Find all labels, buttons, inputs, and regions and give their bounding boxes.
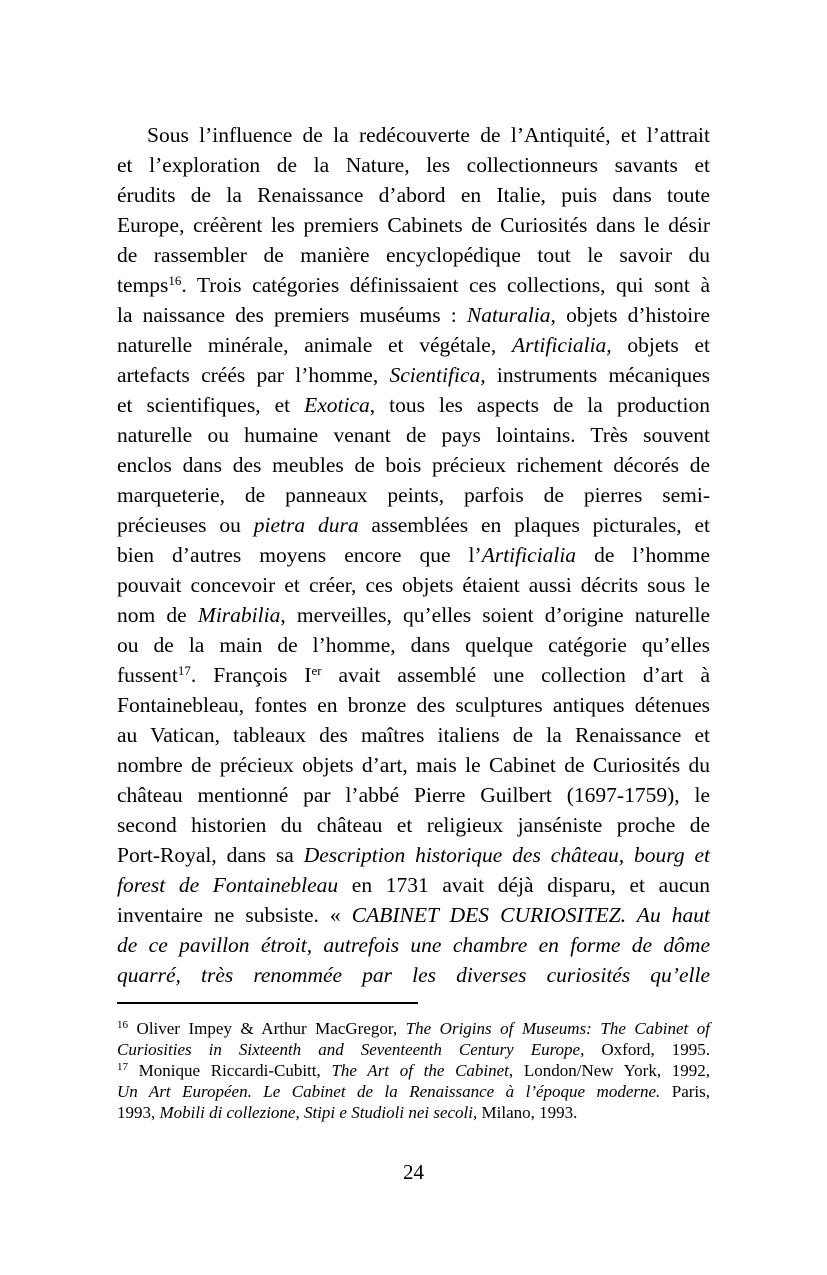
paragraph-line: la naissance des premiers muséums : Naturalia, objets d’histoire <box>117 303 710 327</box>
paragraph-line: ou de la main de l’homme, dans quelque catégorie qu’elles <box>117 633 710 657</box>
paragraph-line: fussent$^{17}$. François Ier avait assemblé une collection d’art à <box>117 663 710 687</box>
footnote-line: Un Art Européen. Le Cabinet de la Renaissance à l’époque moderne. Paris, <box>117 1082 711 1101</box>
italic-text: de ce pavillon étroit, autrefois une chambre en forme de dôme <box>117 933 710 957</box>
footnote-marker: 17 <box>177 663 191 678</box>
paragraph-line: Port-Royal, dans sa Description historique des château, bourg et <box>117 843 710 867</box>
italic-text: Scientifica, <box>389 363 486 387</box>
paragraph-line: naturelle minérale, animale et végétale, Artificialia, objets et <box>117 333 710 357</box>
italic-text: The Art of the Cabinet, <box>331 1061 514 1080</box>
paragraph-line: et l’exploration de la Nature, les collectionneurs savants et <box>117 153 710 177</box>
italic-text: quarré, très renommée par les diverses curiosités qu’elle <box>117 963 710 987</box>
italic-text: Exotica <box>304 393 370 417</box>
footnote-marker: 17 <box>117 1061 128 1073</box>
footnote-marker: 16 <box>168 273 182 288</box>
italic-text: Mobili di collezione, Stipi e Studioli nei secoli, <box>159 1103 478 1122</box>
paragraph-line: Fontainebleau, fontes en bronze des sculptures antiques détenues <box>117 693 710 717</box>
footnote-line: 1993, Mobili di collezione, Stipi e Studioli nei secoli, Milano, 1993. <box>117 1103 578 1122</box>
paragraph-line: second historien du château et religieux janséniste proche de <box>117 813 710 837</box>
italic-text: Mirabilia <box>197 603 281 627</box>
paragraph-line: et scientifiques, et Exotica, tous les aspects de la production <box>117 393 710 417</box>
footnote-separator <box>117 1002 418 1004</box>
italic-text: Artificialia, <box>511 333 612 357</box>
paragraph-line <box>117 960 710 990</box>
footnotes <box>117 1018 710 1123</box>
paragraph-line: château mentionné par l’abbé Pierre Guilbert (1697-1759), le <box>117 783 710 807</box>
main-paragraph <box>117 120 710 990</box>
italic-text: Description historique des château, bourg et <box>303 843 710 867</box>
italic-text: Un Art Européen. Le Cabinet de la Renaissance à l’époque moderne. <box>117 1082 661 1101</box>
footnote-marker: 16 <box>117 1019 128 1031</box>
paragraph-line: bien d’autres moyens encore que l’Artificialia de l’homme <box>117 543 710 567</box>
footnote-line: $^{16}$ Oliver Impey & Arthur MacGregor, The Origins of Museums: The Cabinet of <box>117 1019 710 1038</box>
footnote-marker: er <box>311 663 322 678</box>
paragraph-line: artefacts créés par l’homme, Scientifica, instruments mécaniques <box>117 363 710 387</box>
paragraph-line: érudits de la Renaissance d’abord en Italie, puis dans toute <box>117 183 710 207</box>
paragraph-line: inventaire ne subsiste. « CABINET DES CURIOSITEZ. Au haut <box>117 903 710 927</box>
paragraph-line: marqueterie, de panneaux peints, parfois de pierres semi- <box>117 483 710 507</box>
italic-text: Curiosities in Sixteenth and Seventeenth Century Europe, <box>117 1040 585 1059</box>
paragraph-line: Sous l’influence de la redécouverte de l’Antiquité, et l’attrait <box>147 123 710 147</box>
paragraph-line: forest de Fontainebleau en 1731 avait déjà disparu, et aucun <box>117 873 711 897</box>
italic-text: pietra dura <box>253 513 359 537</box>
paragraph-line: temps$^{16}$. Trois catégories définissaient ces collections, qui sont à <box>117 273 710 297</box>
paragraph-line: naturelle ou humaine venant de pays lointains. Très souvent <box>117 423 710 447</box>
paragraph-line: nombre de précieux objets d’art, mais le Cabinet de Curiosités du <box>117 753 710 777</box>
paragraph-line: de rassembler de manière encyclopédique tout le savoir du <box>117 243 710 267</box>
paragraph-line: Europe, créèrent les premiers Cabinets de Curiosités dans le désir <box>117 213 710 237</box>
footnote-line: $^{17}$ Monique Riccardi-Cubitt, The Art of the Cabinet, London/New York, 1992, <box>117 1061 711 1080</box>
paragraph-line <box>117 930 710 960</box>
italic-text: Artificialia <box>481 543 577 567</box>
italic-text: forest de Fontainebleau <box>117 873 339 897</box>
italic-text: The Origins of Museums: The Cabinet of <box>405 1019 710 1038</box>
paragraph-line: au Vatican, tableaux des maîtres italiens de la Renaissance et <box>117 723 710 747</box>
italic-text: CABINET DES CURIOSITEZ. Au haut <box>351 903 710 927</box>
footnote-line: Curiosities in Sixteenth and Seventeenth Century Europe, Oxford, 1995. <box>117 1040 710 1059</box>
paragraph-line: précieuses ou pietra dura assemblées en plaques picturales, et <box>117 513 710 537</box>
paragraph-line: pouvait concevoir et créer, ces objets étaient aussi décrits sous le <box>117 573 710 597</box>
paragraph-line: enclos dans des meubles de bois précieux richement décorés de <box>117 453 710 477</box>
paragraph-line: nom de Mirabilia, merveilles, qu’elles soient d’origine naturelle <box>117 603 710 627</box>
page-number: 24 <box>403 1160 424 1184</box>
italic-text: Naturalia <box>466 303 551 327</box>
